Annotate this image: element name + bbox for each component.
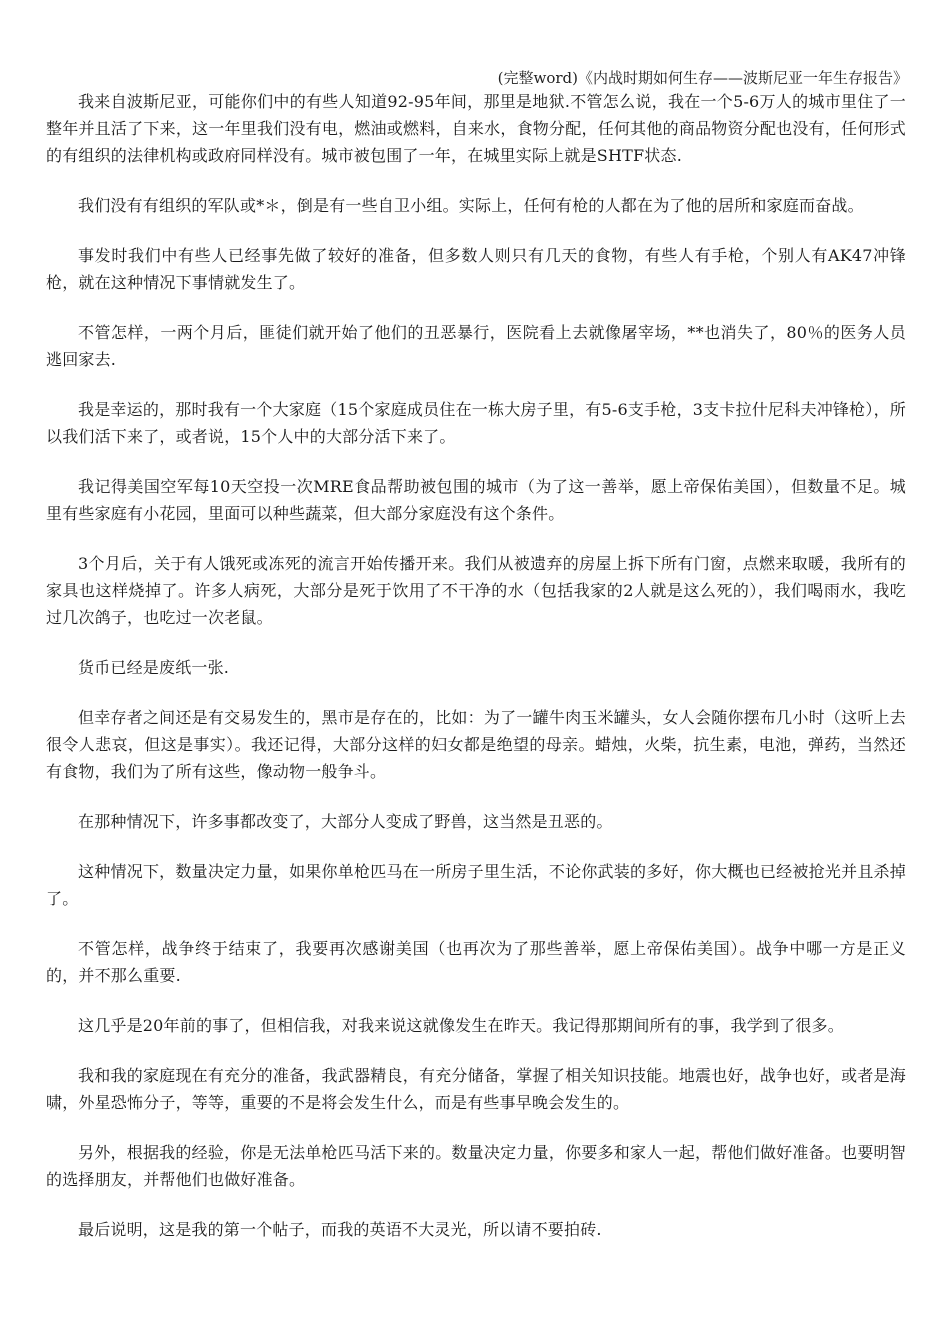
paragraph: 事发时我们中有些人已经事先做了较好的准备，但多数人则只有几天的食物，有些人有手枪，个别人有AK47冲锋枪，就在这种情况下事情就发生了。 (46, 246, 906, 292)
running-header: (完整word)《内战时期如何生存——波斯尼亚一年生存报告》 (497, 69, 908, 87)
paragraph: 我记得美国空军每10天空投一次MRE食品帮助被包围的城市（为了这一善举，愿上帝保佑美国），但数量不足。城里有些家庭有小花园，里面可以种些蔬菜，但大部分家庭没有这个条件。 (46, 477, 906, 523)
paragraph: 这几乎是20年前的事了，但相信我，对我来说这就像发生在昨天。我记得那期间所有的事，我学到了很多。 (78, 1016, 844, 1035)
paragraph: 我们没有有组织的军队或*＊，倒是有一些自卫小组。实际上，任何有枪的人都在为了他的居所和家庭而奋战。 (78, 196, 864, 215)
paragraph: 不管怎样，战争终于结束了，我要再次感谢美国（也再次为了那些善举，愿上帝保佑美国）。战争中哪一方是正义的，并不那么重要. (46, 939, 906, 985)
paragraph: 我是幸运的，那时我有一个大家庭（15个家庭成员住在一栋大房子里，有5-6支手枪，3支卡拉什尼科夫冲锋枪），所以我们活下来了，或者说，15个人中的大部分活下来了。 (46, 400, 906, 446)
document-body (46, 88, 906, 1266)
paragraph: 这种情况下，数量决定力量，如果你单枪匹马在一所房子里生活，不论你武装的多好，你大概也已经被抢光并且杀掉了。 (46, 862, 906, 908)
paragraph: 最后说明，这是我的第一个帖子，而我的英语不大灵光，所以请不要拍砖. (78, 1220, 602, 1239)
paragraph: 我来自波斯尼亚，可能你们中的有些人知道92-95年间，那里是地狱.不管怎么说，我在一个5-6万人的城市里住了一整年并且活了下来，这一年里我们没有电，燃油或燃料，自来水，食物分配，任何其他的商品物资分配也没有，任何形式的有组织的法律机构或政府同样没有。城市被包围了一年，在城里实际上就是SHTF状态. (46, 92, 906, 165)
paragraph: 但幸存者之间还是有交易发生的，黑市是存在的，比如：为了一罐牛肉玉米罐头，女人会随你摆布几小时（这听上去很令人悲哀，但这是事实）。我还记得，大部分这样的妇女都是绝望的母亲。蜡烛，火柴，抗生素，电池，弹药，当然还有食物，我们为了所有这些，像动物一般争斗。 (46, 708, 906, 781)
paragraph: 货币已经是废纸一张. (78, 658, 230, 677)
paragraph: 在那种情况下，许多事都改变了，大部分人变成了野兽，这当然是丑恶的。 (78, 812, 613, 831)
paragraph: 另外，根据我的经验，你是无法单枪匹马活下来的。数量决定力量，你要多和家人一起，帮他们做好准备。也要明智的选择朋友，并帮他们也做好准备。 (46, 1143, 906, 1189)
paragraph: 我和我的家庭现在有充分的准备，我武器精良，有充分储备，掌握了相关知识技能。地震也好，战争也好，或者是海啸，外星恐怖分子，等等，重要的不是将会发生什么，而是有些事早晚会发生的。 (46, 1066, 906, 1112)
paragraph: 3个月后，关于有人饿死或冻死的流言开始传播开来。我们从被遗弃的房屋上拆下所有门窗，点燃来取暖，我所有的家具也这样烧掉了。许多人病死，大部分是死于饮用了不干净的水（包括我家的2人就是这么死的），我们喝雨水，我吃过几次鸽子，也吃过一次老鼠。 (46, 554, 906, 627)
paragraph: 不管怎样，一两个月后，匪徒们就开始了他们的丑恶暴行，医院看上去就像屠宰场，**也消失了，80％的医务人员逃回家去. (46, 323, 906, 369)
